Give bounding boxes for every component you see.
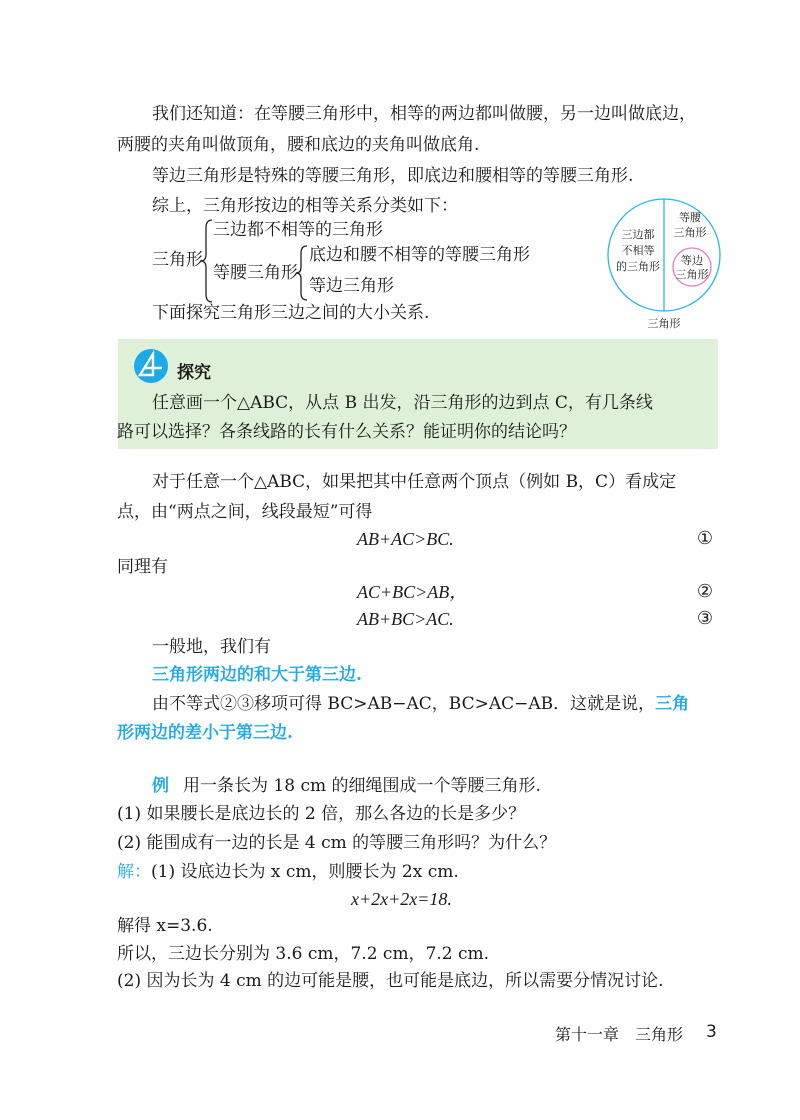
solution-step-1: (1) 设底边长为 x cm，则腰长为 2x cm. — [151, 862, 459, 882]
explore-title: 探究 — [177, 363, 211, 383]
intro-line-3: 等边三角形是特殊的等腰三角形，即底边和腰相等的等腰三角形. — [152, 166, 634, 186]
diagram-left-line-3: 的三角形 — [616, 260, 660, 273]
tree-root: 三角形 — [152, 250, 203, 270]
solution-step-4: (2) 因为长为 4 cm 的边可能是腰，也可能是底边，所以需要分情况讨论. — [117, 971, 664, 991]
intro-line-5: 下面探究三角形三边之间的大小关系. — [152, 303, 430, 323]
intro-line-2: 两腰的夹角叫做顶角，腰和底边的夹角叫做底角. — [117, 135, 480, 155]
diagram-left-line-1: 三边都 — [621, 228, 655, 241]
proof-derive — [152, 693, 689, 715]
tree-isosceles-sub1: 底边和腰不相等的等腰三角形 — [309, 245, 530, 265]
equation-1: AB+AC>BC. — [357, 529, 454, 549]
equation-2: AC+BC>AB， — [357, 582, 468, 602]
solution-step-2: 解得 x=3.6. — [117, 916, 213, 936]
solution-step-3: 所以，三边长分别为 3.6 cm，7.2 cm，7.2 cm. — [117, 944, 490, 964]
solution-line-1 — [117, 861, 459, 883]
footer-page-number: 3 — [706, 1022, 717, 1042]
tree-isosceles-sub2: 等边三角形 — [309, 276, 394, 296]
intro-line-4: 综上，三角形按边的相等关系分类如下： — [152, 196, 458, 216]
proof-derive-text: 由不等式②③移项可得 BC>AB−AC，BC>AC−AB．这就是说， — [152, 694, 656, 714]
equation-2-number: ② — [696, 581, 713, 602]
explore-line-2: 路可以选择？各条线路的长有什么关系？能证明你的结论吗？ — [117, 422, 576, 442]
rule-difference-start: 三角 — [655, 694, 690, 714]
diagram-equilateral-line-1: 等边 — [681, 254, 703, 267]
footer-chapter: 第十一章 三角形 — [555, 1025, 684, 1044]
diagram-equilateral-line-2: 三角形 — [675, 268, 709, 281]
proof-line-1: 对于任意一个△ABC，如果把其中任意两个顶点（例如 B，C）看成定 — [152, 472, 677, 492]
proof-line-2: 点，由“两点之间，线段最短”可得 — [117, 502, 373, 522]
solution-label: 解： — [117, 862, 151, 882]
tree-brace-main — [200, 218, 214, 304]
solution-equation: x+2x+2x=18. — [351, 889, 452, 909]
rule-sum: 三角形两边的和大于第三边. — [152, 665, 362, 685]
proof-general: 一般地，我们有 — [152, 637, 271, 657]
tree-isosceles: 等腰三角形 — [213, 263, 298, 283]
explore-icon — [131, 346, 171, 386]
example-question-2: (2) 能围成有一边的长是 4 cm 的等腰三角形吗？为什么？ — [117, 833, 557, 853]
diagram-isosceles-line-2: 三角形 — [673, 226, 707, 239]
rule-difference-end: 形两边的差小于第三边. — [117, 723, 293, 743]
diagram-caption: 三角形 — [647, 317, 681, 330]
equation-3-number: ③ — [696, 608, 713, 629]
intro-line-1: 我们还知道：在等腰三角形中，相等的两边都叫做腰，另一边叫做底边， — [152, 104, 696, 124]
example-statement: 用一条长为 18 cm 的细绳围成一个等腰三角形. — [183, 776, 541, 796]
equation-3: AB+BC>AC. — [357, 609, 454, 629]
diagram-left-line-2: 不相等 — [621, 244, 655, 257]
example-question-1: (1) 如果腰长是底边长的 2 倍，那么各边的长是多少？ — [117, 804, 526, 824]
example-statement-line — [152, 775, 541, 797]
proof-same: 同理有 — [117, 557, 168, 577]
explore-line-1: 任意画一个△ABC，从点 B 出发，沿三角形的边到点 C，有几条线 — [152, 393, 653, 413]
tree-scalene: 三边都不相等的三角形 — [213, 220, 383, 240]
example-label: 例 — [152, 776, 169, 796]
tree-brace-isosceles — [295, 244, 309, 302]
equation-1-number: ① — [696, 528, 713, 549]
diagram-isosceles-line-1: 等腰 — [679, 211, 701, 224]
